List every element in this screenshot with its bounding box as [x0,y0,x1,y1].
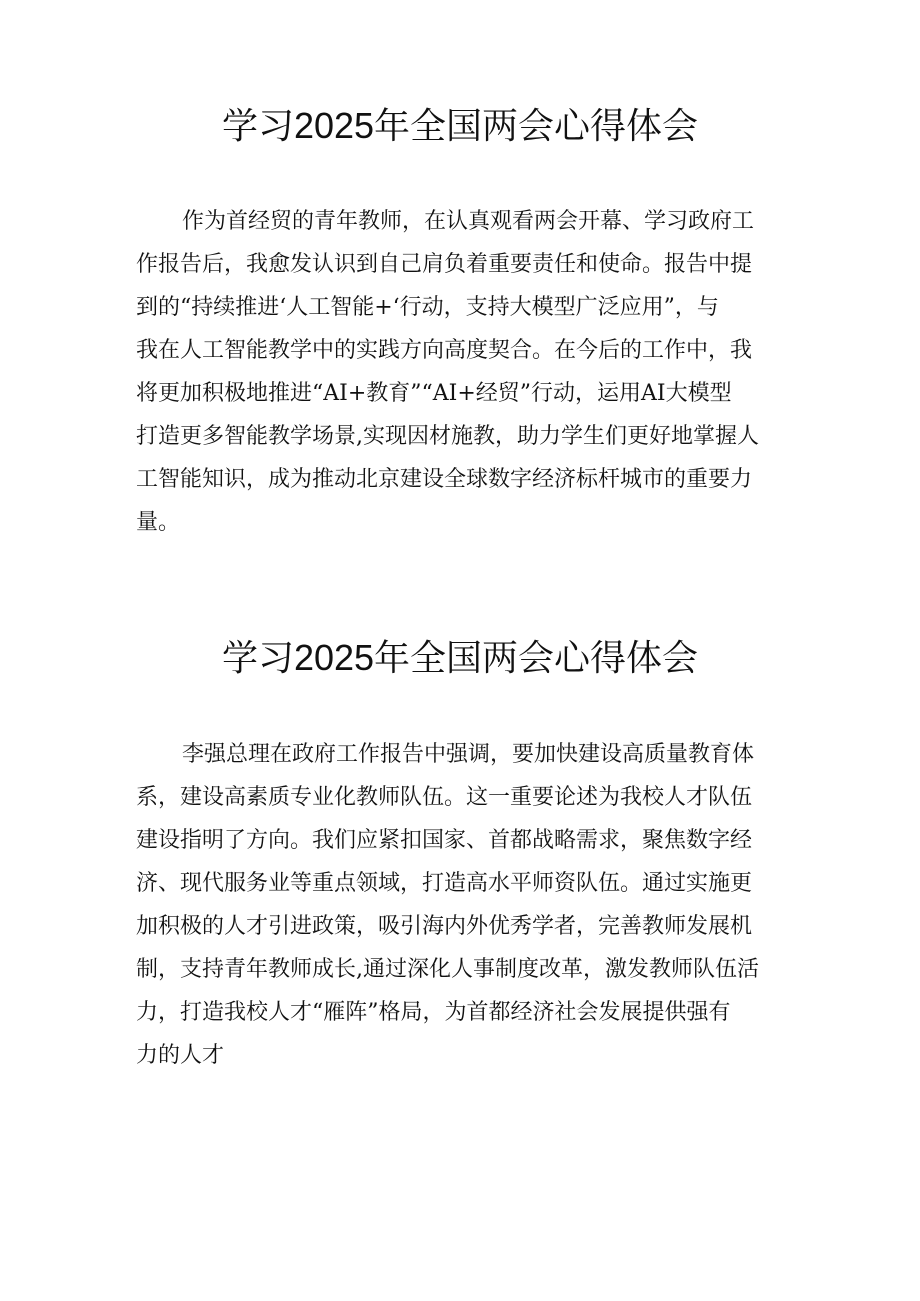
body-line: 李强总理在政府工作报告中强调，要加快建设高质量教育体 [182,742,755,767]
body-line: 制，支持青年教师成长,通过深化人事制度改革，激发教师队伍活 [136,957,759,982]
body-line: 建设指明了方向。我们应紧扣国家、首都战略需求，聚焦数字经 [136,828,753,853]
body-line: 济、现代服务业等重点领域，打造高水平师资队伍。通过实施更 [136,871,753,896]
section-body-1 [136,200,796,544]
body-line: 打造更多智能教学场景,实现因材施教，助力学生们更好地掌握人 [136,424,759,449]
body-line: 到的“持续推进‘人工智能+‘行动，支持大模型广泛应用”，与 [136,295,719,320]
body-line: 作报告后，我愈发认识到自己肩负着重要责任和使命。报告中提 [136,252,753,277]
body-line: 力，打造我校人才“雁阵”格局，为首都经济社会发展提供强有 [136,1000,731,1025]
body-line: 我在人工智能教学中的实践方向高度契合。在今后的工作中，我 [136,338,753,363]
body-line: 力的人才 [136,1043,225,1068]
body-line: 将更加积极地推进“AI+教育”“AI+经贸”行动，运用AI大模型 [136,381,732,406]
body-line: 系，建设高素质专业化教师队伍。这一重要论述为我校人才队伍 [136,785,753,810]
body-line: 量。 [136,510,181,535]
section-title-1: 学习2025年全国两会心得体会 [221,105,699,146]
body-line: 工智能知识，成为推动北京建设全球数字经济标杆城市的重要力 [136,467,753,492]
body-line: 加积极的人才引进政策，吸引海内外优秀学者，完善教师发展机 [136,914,753,939]
section-title-2: 学习2025年全国两会心得体会 [221,637,699,678]
section-body-2 [136,733,796,1077]
body-line: 作为首经贸的青年教师，在认真观看两会开幕、学习政府工 [182,209,755,234]
